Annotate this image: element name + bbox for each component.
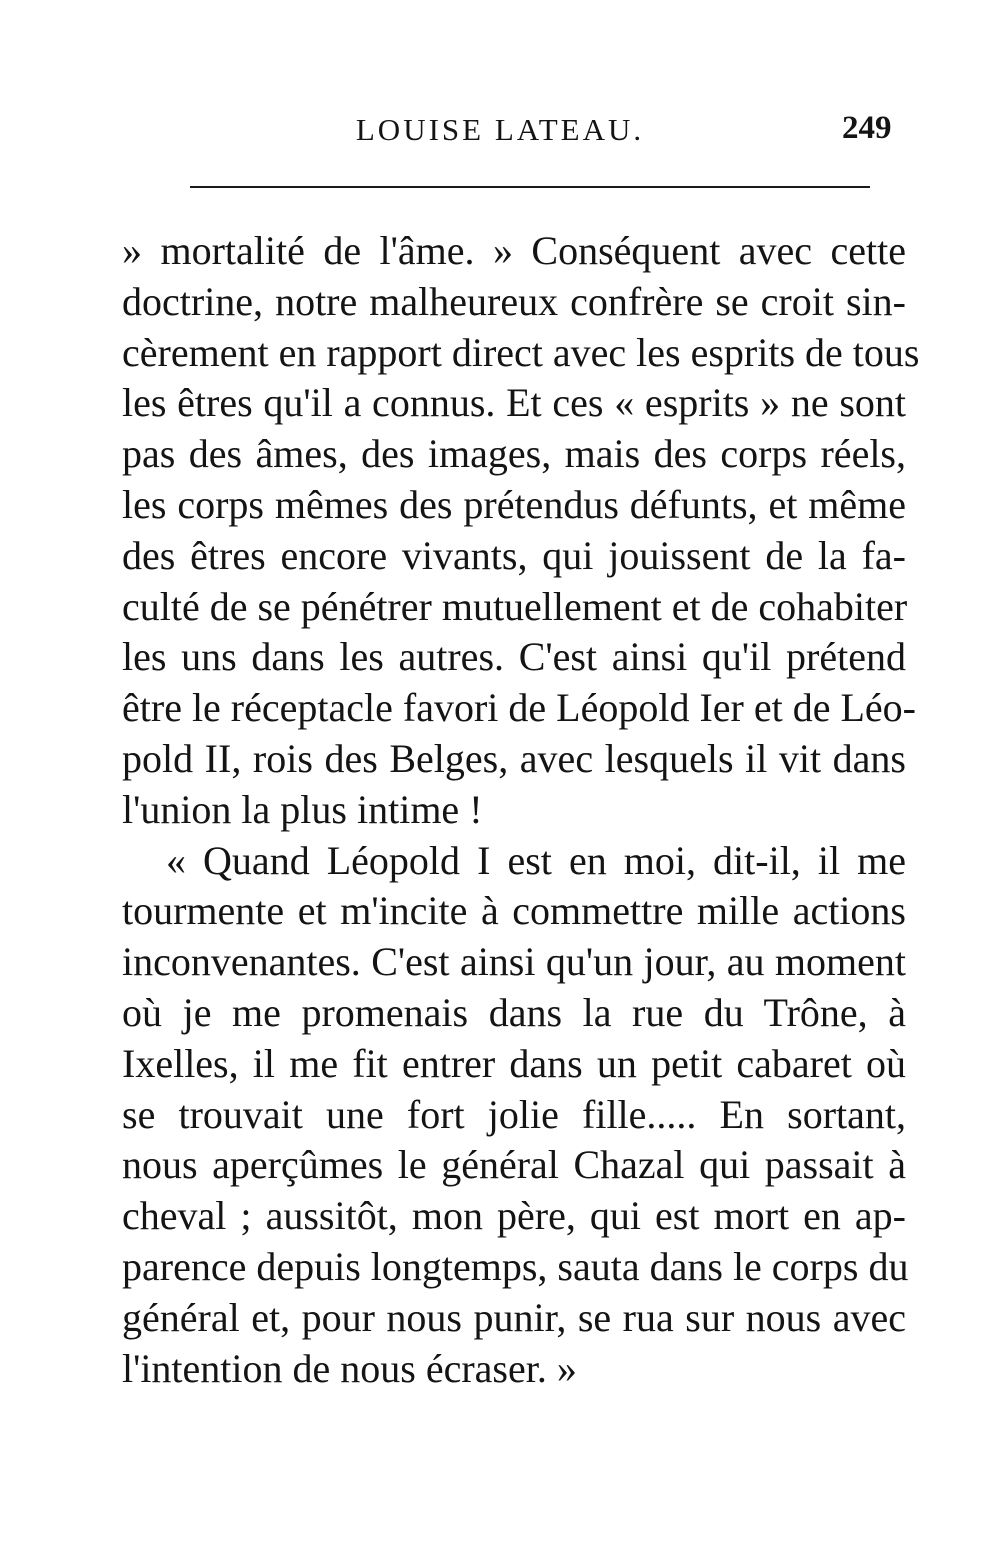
text-line: parence depuis longtemps, sauta dans le corps du bbox=[122, 1243, 909, 1289]
text-line: les êtres qu'il a connus. Et ces « esprits » ne sont bbox=[122, 380, 906, 426]
text-line: « Quand Léopold I est en moi, dit-il, il me bbox=[166, 837, 906, 883]
text-line: être le réceptacle favori de Léopold Ier et de Léo- bbox=[122, 685, 916, 731]
text-line: doctrine, notre malheureux confrère se croit sin- bbox=[122, 278, 906, 324]
text-line: l'intention de nous écraser. » bbox=[122, 1345, 577, 1391]
text-line: l'union la plus intime ! bbox=[122, 786, 483, 832]
running-title: LOUISE LATEAU. bbox=[355, 112, 645, 147]
header-rule bbox=[190, 186, 870, 188]
text-line: pas des âmes, des images, mais des corps réels, bbox=[122, 431, 906, 477]
text-line: général et, pour nous punir, se rua sur nous avec bbox=[122, 1294, 906, 1340]
text-line: culté de se pénétrer mutuellement et de cohabiter bbox=[122, 583, 908, 629]
text-line: inconvenantes. C'est ainsi qu'un jour, au moment bbox=[122, 939, 906, 985]
text-line: nous aperçûmes le général Chazal qui passait à bbox=[122, 1142, 906, 1188]
text-line: les corps mêmes des prétendus défunts, et même bbox=[122, 481, 906, 527]
body-text bbox=[122, 226, 920, 1394]
text-line: » mortalité de l'âme. » Conséquent avec cette bbox=[122, 228, 906, 273]
text-line: cheval ; aussitôt, mon père, qui est mort en ap- bbox=[122, 1193, 906, 1239]
text-line: cèrement en rapport direct avec les esprits de tous bbox=[122, 329, 920, 375]
text-line: se trouvait une fort jolie fille..... En sortant, bbox=[122, 1091, 906, 1137]
text-line: des êtres encore vivants, qui jouissent de la fa- bbox=[122, 532, 906, 578]
page-number: 249 bbox=[842, 110, 892, 146]
text-line: tourmente et m'incite à commettre mille actions bbox=[122, 888, 906, 934]
text-line: pold II, rois des Belges, avec lesquels il vit dans bbox=[122, 735, 906, 781]
text-line: où je me promenais dans la rue du Trône, à bbox=[122, 989, 906, 1035]
text-line: les uns dans les autres. C'est ainsi qu'il prétend bbox=[122, 634, 906, 680]
text-line: Ixelles, il me fit entrer dans un petit cabaret où bbox=[122, 1040, 906, 1086]
